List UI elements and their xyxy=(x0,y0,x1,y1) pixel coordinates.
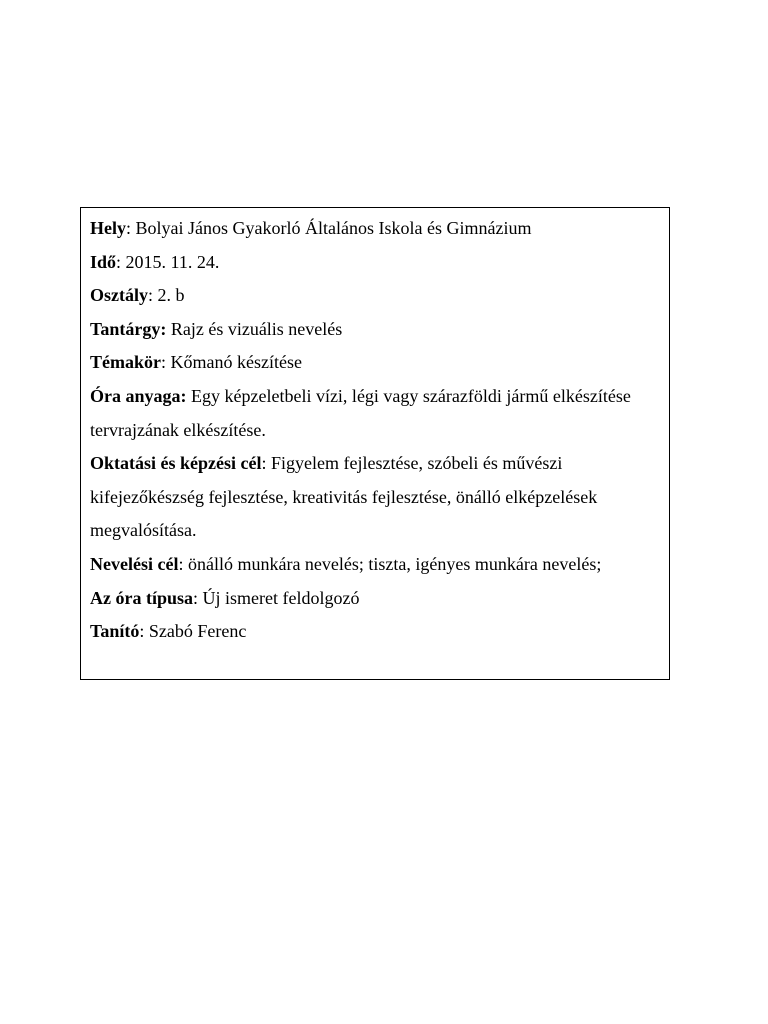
row-date xyxy=(90,246,661,280)
upbringing-goal-value: önálló munkára nevelés; tiszta, igényes munkára nevelés; xyxy=(187,553,602,574)
upbringing-goal-separator: : xyxy=(178,553,188,574)
topic-label: Témakör xyxy=(90,352,161,373)
lesson-info-box xyxy=(80,207,670,680)
class-label: Osztály xyxy=(90,285,148,306)
location-value: Bolyai János Gyakorló Általános Iskola és Gimnázium xyxy=(135,218,532,238)
row-teacher xyxy=(90,615,661,649)
location-label: Hely xyxy=(90,218,126,238)
educational-goal-separator: : xyxy=(261,453,271,474)
row-upbringing-goal xyxy=(90,548,661,582)
date-label: Idő xyxy=(90,251,117,272)
educational-goal-label: Oktatási és képzési cél xyxy=(90,453,262,474)
teacher-separator: : xyxy=(139,621,149,642)
location-separator: : xyxy=(126,218,136,238)
row-topic xyxy=(90,346,661,380)
class-value: 2. b xyxy=(157,285,185,306)
row-subject xyxy=(90,313,661,347)
row-lesson-type xyxy=(90,582,661,616)
educational-goal-value: Figyelem fejlesztése, szóbeli és művészi kifejezőkészség fejlesztése, kreativitás fejlesztése, önálló elképzelések megvalósítása. xyxy=(90,453,598,541)
row-educational-goal xyxy=(90,447,661,548)
row-location xyxy=(90,212,661,246)
subject-value: Rajz és vizuális nevelés xyxy=(170,318,343,339)
row-lesson-material xyxy=(90,380,661,447)
teacher-label: Tanító xyxy=(90,621,140,642)
class-separator: : xyxy=(148,285,158,306)
upbringing-goal-label: Nevelési cél xyxy=(90,553,179,574)
row-class xyxy=(90,279,661,313)
topic-separator: : xyxy=(161,352,171,373)
lesson-material-label: Óra anyaga: xyxy=(90,385,187,406)
teacher-value: Szabó Ferenc xyxy=(148,621,247,642)
date-separator: : xyxy=(116,251,126,272)
subject-label: Tantárgy: xyxy=(90,318,167,339)
lesson-type-separator: : xyxy=(193,587,203,608)
lesson-type-label: Az óra típusa xyxy=(90,587,193,608)
lesson-type-value: Új ismeret feldolgozó xyxy=(202,587,360,608)
lesson-material-value: Egy képzeletbeli vízi, légi vagy szárazföldi jármű elkészítése tervrajzának elkészítése. xyxy=(90,385,631,440)
date-value: 2015. 11. 24. xyxy=(125,251,220,272)
topic-value: Kőmanó készítése xyxy=(170,352,302,373)
